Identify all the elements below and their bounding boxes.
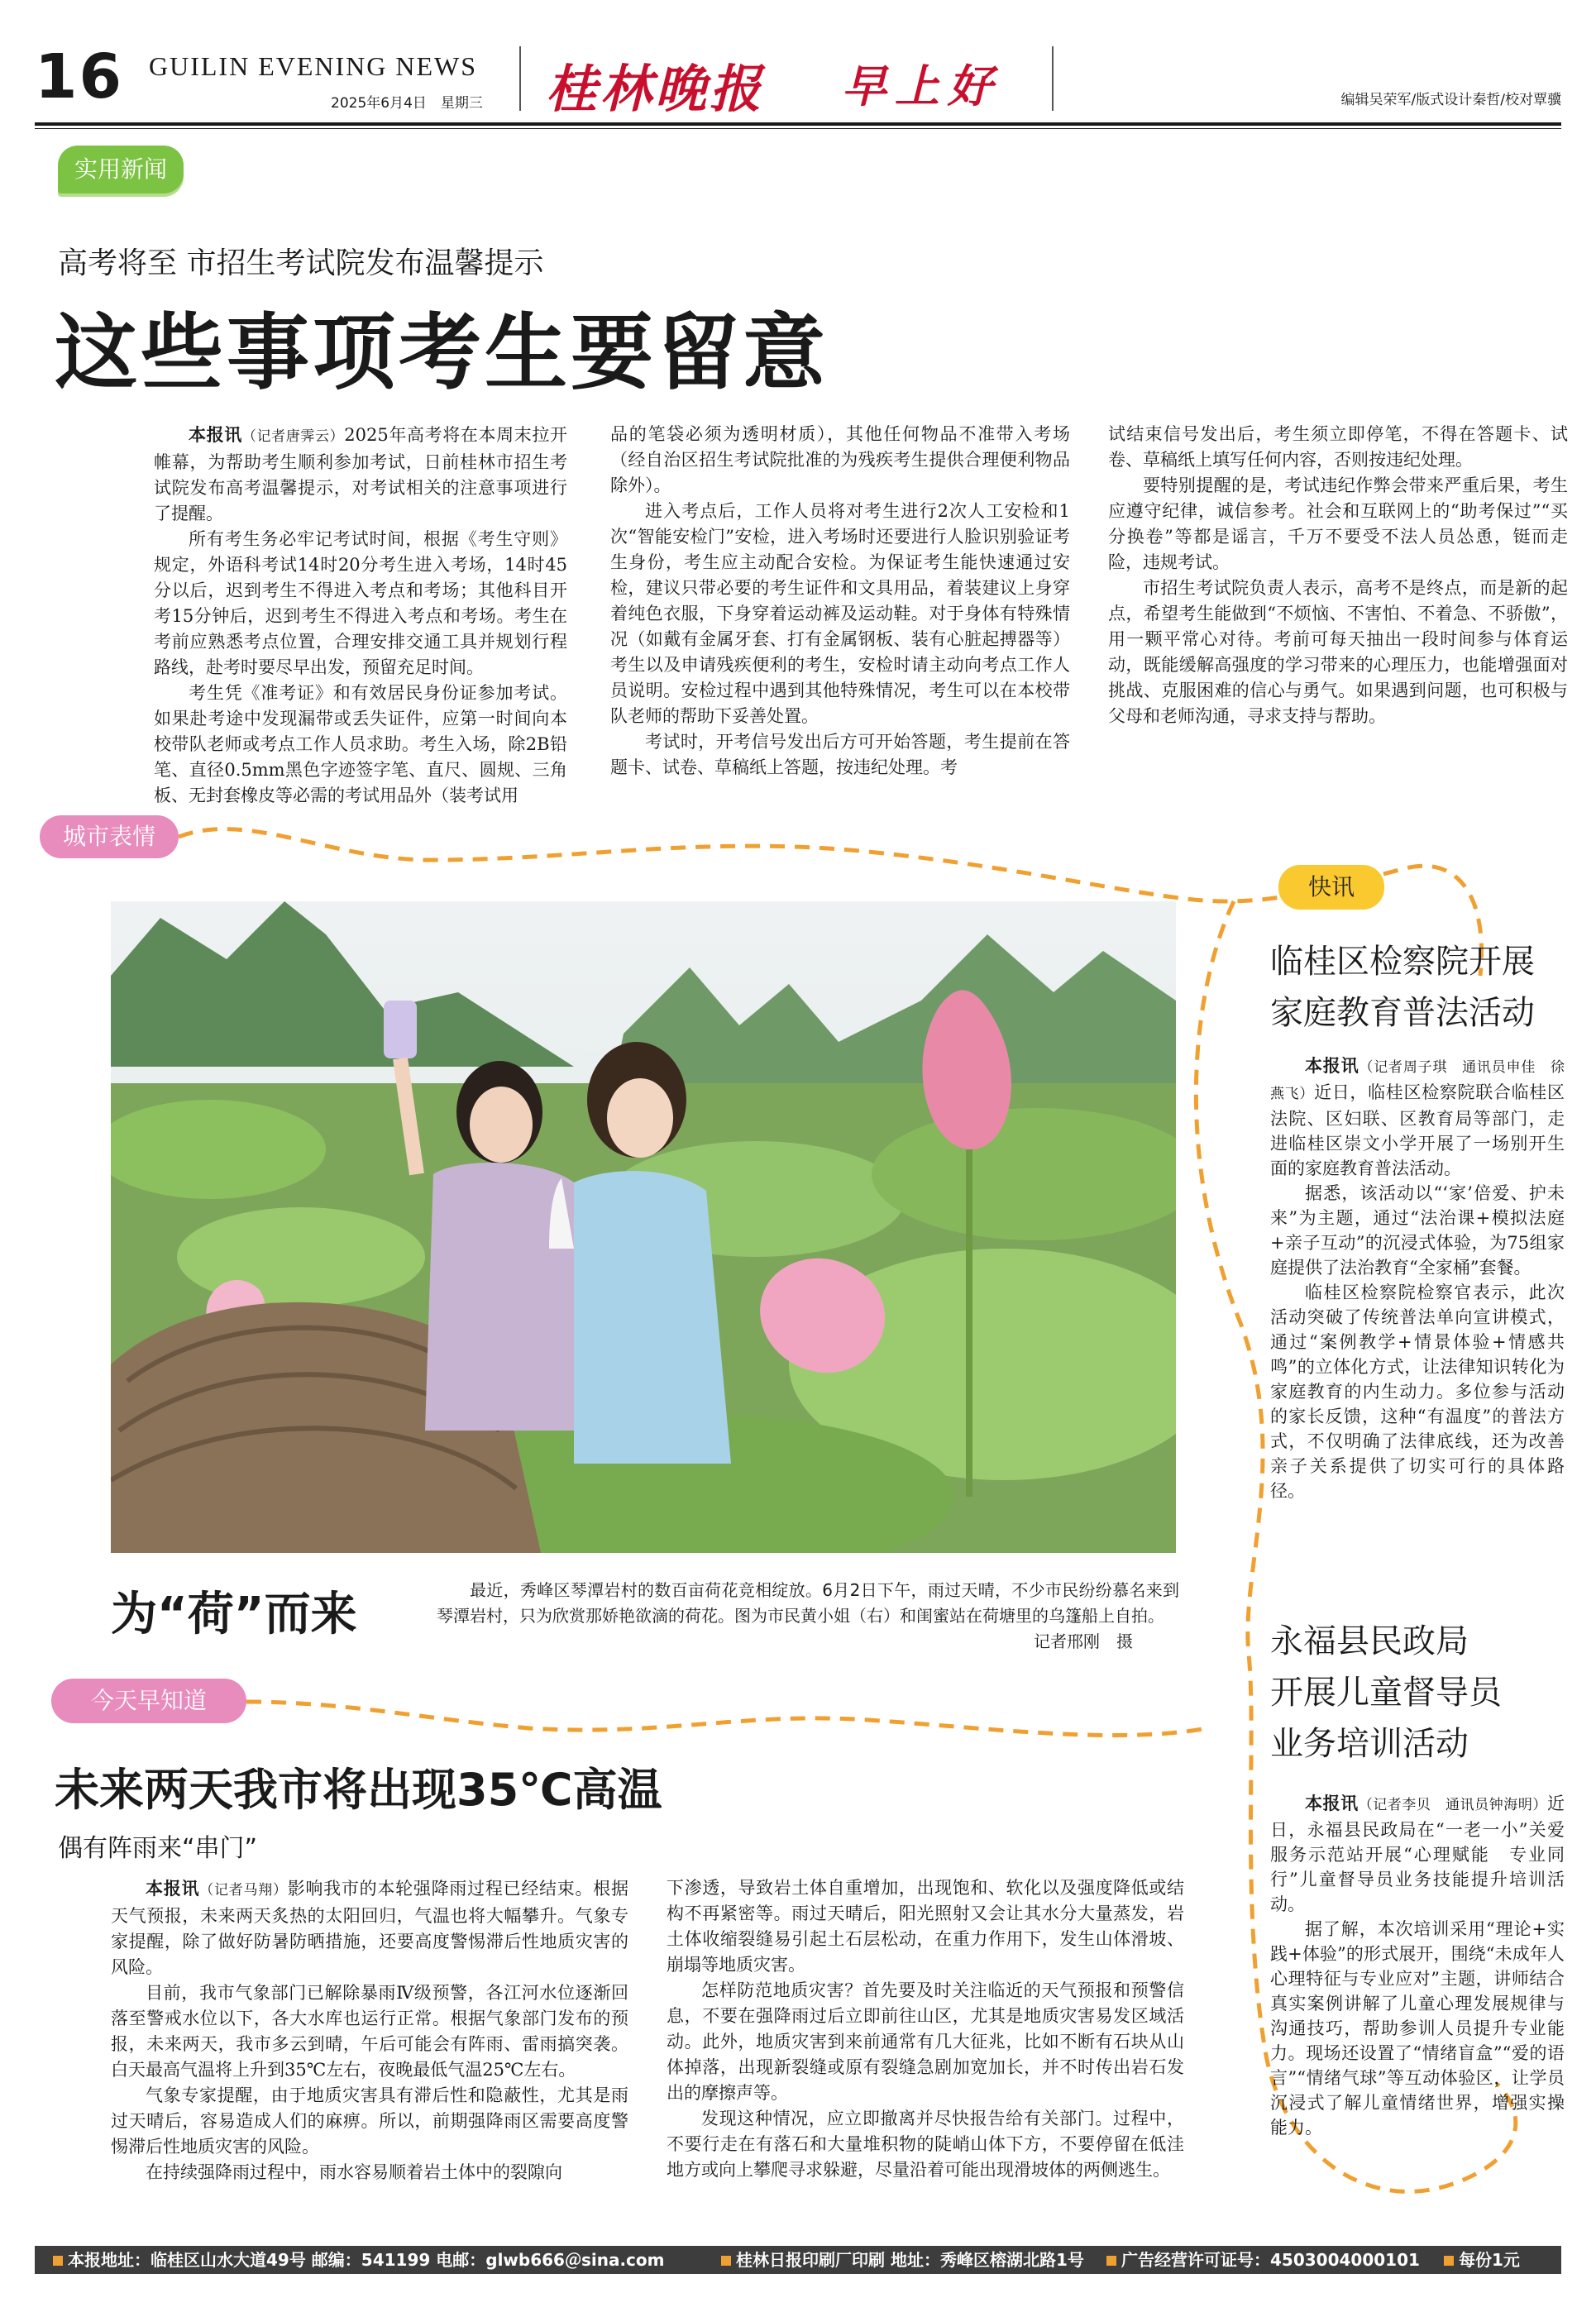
footer-license: 广告经营许可证号：4503004000101 — [1106, 2246, 1420, 2274]
paragraph: 影响我市的本轮强降雨过程已经结束。根据天气预报，未来两天炙热的太阳回归，气温也将大幅攀升。气象专家提醒，除了做好防暑防晒措施，还要高度警惕滞后性地质灾害的风险。 — [111, 1879, 629, 1977]
headline-line: 业务培训活动 — [1270, 1725, 1469, 1763]
dateline: 本报讯 — [1305, 1055, 1359, 1076]
headline-line: 永福县民政局 — [1270, 1622, 1469, 1660]
bullet-icon — [53, 2256, 63, 2266]
byline: （记者马翔） — [199, 1882, 288, 1899]
footer-printer: 桂林日报印刷厂印刷 地址：秀峰区榕湖北路1号 — [721, 2246, 1084, 2274]
paragraph: 要特别提醒的是，考试违纪作弊会带来严重后果，考生应遵守纪律，诚信参考。社会和互联网上的“助考保过”“买分换卷”等都是谣言，千万不要受不法人员怂恿，铤而走险，违规考试。 — [1108, 475, 1568, 572]
byline: （记者唐霁云） — [241, 428, 345, 445]
footer-address: 本报地址：临桂区山水大道49号 邮编：541199 电邮：glwb666＠sina.com — [53, 2246, 665, 2274]
dateline: 本报讯 — [189, 424, 242, 445]
paragraph: 品的笔袋必须为透明材质），其他任何物品不准带入考场（经自治区招生考试院批准的为残疾考生提供合理便利物品除外）。 — [610, 424, 1070, 495]
lotus-selfie-photo — [111, 901, 1176, 1553]
paragraph: 气象专家提醒，由于地质灾害具有滞后性和隐蔽性，尤其是雨过天晴后，容易造成人们的麻痹。所以，前期强降雨区需要高度警惕滞后性地质灾害的风险。 — [111, 2085, 628, 2157]
paragraph: 考试时，开考信号发出后方可开始答题，考生提前在答题卡、试卷、草稿纸上答题，按违纪处理。考 — [610, 732, 1070, 777]
caption-text: 最近，秀峰区琴潭岩村的数百亩荷花竞相绽放。6月2日下午，雨过天晴，不少市民纷纷慕名来到琴潭岩村，只为欣赏那娇艳欲滴的荷花。图为市民黄小姐（右）和闺蜜站在荷塘里的乌篷船上自拍。 — [437, 1580, 1179, 1626]
paragraph: 在持续强降雨过程中，雨水容易顺着岩土体中的裂隙向 — [146, 2162, 562, 2182]
photo-story-title: 为“荷”而来 — [111, 1588, 357, 1641]
editors-credit: 编辑吴荣军/版式设计秦哲/校对覃骥 — [1340, 92, 1561, 108]
paragraph: 近日，临桂区检察院联合临桂区法院、区妇联、区教育局等部门，走进临桂区崇文小学开展了一场别开生面的家庭教育普法活动。 — [1270, 1082, 1565, 1178]
paragraph: 近日，永福县民政局在“一老一小”关爱服务示范站开展“心理赋能 专业同行”儿童督导员业务技能提升培训活动。 — [1270, 1794, 1565, 1914]
paragraph: 考生凭《准考证》和有效居民身份证参加考试。如果赴考途中发现漏带或丢失证件，应第一时间向本校带队老师或考点工作人员求助。考生入场，除2B铅笔、直径0.5mm黑色字迹签字笔、直尺、圆规、三角板、无封套橡皮等必需的考试用品外（装考试用 — [154, 683, 567, 805]
section-tag-news-brief: 快讯 — [1278, 865, 1384, 910]
paragraph: 发现这种情况，应立即撤离并尽快报告给有关部门。过程中，不要行走在有落石和大量堆积物的陡峭山体下方，不要停留在低洼地方或向上攀爬寻求躲避，尽量沿着可能出现滑坡体的两侧逃生。 — [667, 2109, 1184, 2180]
article-kicker: 高考将至 市招生考试院发布温馨提示 — [58, 246, 544, 280]
photo-caption — [437, 1578, 1179, 1655]
paragraph: 进入考点后，工作人员将对考生进行2次人工安检和1次“智能安检门”安检，进入考场时还要进行人脸识别验证考生身份，考生应主动配合安检。为保证考生能快速通过安检，建议只带必要的考生证件和文具用品，着装建议上身穿着纯色衣服，下身穿着运动裤及运动鞋。对于身体有特殊情况（如戴有金属牙套、打有金属钢板、装有心脏起搏器等）考生以及申请残疾便利的考生，安检时请主动向考点工作人员说明。安检过程中遇到其他特殊情况，考生可以在本校带队老师的帮助下妥善处置。 — [610, 501, 1070, 726]
issue-date: 2025年6月4日 星期三 — [331, 95, 483, 112]
paragraph: 所有考生务必牢记考试时间，根据《考生守则》规定，外语科考试14时20分考生进入考场，14时45分以后，迟到考生不得进入考点和考场；其他科目开考15分钟后，迟到考生不得进入考点和考场。考生在考前应熟悉考点位置，合理安排交通工具并规划行程路线，赴考时要尽早出发，预留充足时间。 — [154, 529, 567, 677]
paragraph: 临桂区检察院检察官表示，此次活动突破了传统普法单向宣讲模式，通过“案例教学+情景体验+情感共鸣”的立体化方式，让法律知识转化为家庭教育的内生动力。多位参与活动的家长反馈，这种“有温度”的普法方式，不仅明确了法律底线，还为改善亲子关系提供了切实可行的具体路径。 — [1270, 1283, 1565, 1501]
footer-bar — [35, 2246, 1561, 2274]
article-headline: 这些事项考生要留意 — [55, 304, 829, 401]
brief2-body — [1270, 1791, 1565, 2140]
page-number: 16 — [35, 41, 123, 112]
newspaper-title: 桂林晚报 — [546, 59, 765, 119]
brief2-headline — [1270, 1616, 1502, 1770]
english-masthead: GUILIN EVENING NEWS — [149, 51, 478, 81]
weather-column-1 — [111, 1875, 628, 2185]
brief1-body — [1270, 1053, 1565, 1503]
headline-line: 开展儿童督导员 — [1270, 1674, 1502, 1712]
section-title: 早上好 — [842, 60, 1001, 112]
bullet-icon — [721, 2256, 731, 2266]
paragraph: 试结束信号发出后，考生须立即停笔，不得在答题卡、试卷、草稿纸上填写任何内容，否则按违纪处理。 — [1108, 424, 1568, 470]
dateline: 本报讯 — [146, 1878, 200, 1899]
paragraph: 下渗透，导致岩土体自重增加，出现饱和、软化以及强度降低或结构不再紧密等。雨过天晴后，阳光照射又会让其水分大量蒸发，岩土体收缩裂缝易引起土石层松动，在重力作用下，发生山体滑坡、崩塌等地质灾害。 — [667, 1878, 1184, 1975]
weather-headline: 未来两天我市将出现35℃高温 — [55, 1764, 662, 1816]
section-tag-today-know: 今天早知道 — [51, 1679, 246, 1723]
paragraph: 据了解，本次培训采用“理论+实践+体验”的形式展开，围绕“未成年人心理特征与专业应对”主题，讲师结合真实案例讲解了儿童心理发展规律与沟通技巧，帮助参训人员提升专业能力。现场还设置了“情绪盲盒”“爱的语言”“情绪气球”等互动体验区，让学员沉浸式了解儿童情绪世界，增强实操能力。 — [1270, 1919, 1565, 2138]
paragraph: 目前，我市气象部门已解除暴雨Ⅳ级预警，各江河水位逐渐回落至警戒水位以下，各大水库也运行正常。根据气象部门发布的预报，未来两天，我市多云到晴，午后可能会有阵雨、雷雨搞突袭。白天最高气温将上升到35℃左右，夜晚最低气温25℃左右。 — [111, 1983, 628, 2080]
paragraph: 2025年高考将在本周末拉开帷幕，为帮助考生顺利参加考试，日前桂林市招生考试院发布高考温馨提示，对考试相关的注意事项进行了提醒。 — [154, 425, 568, 523]
section-tag-city-expression: 城市表情 — [40, 815, 179, 858]
headline-line: 家庭教育普法活动 — [1270, 994, 1535, 1032]
byline: （记者李贝 通讯员钟海明） — [1358, 1797, 1547, 1813]
paragraph: 市招生考试院负责人表示，高考不是终点，而是新的起点，希望考生能做到“不烦恼、不害怕、不着急、不骄傲”，用一颗平常心对待。考前可每天抽出一段时间参与体育运动，既能缓解高强度的学习带来的心理压力，也能增强面对挑战、克服困难的信心与勇气。如果遇到问题，也可积极与父母和老师沟通，寻求支持与帮助。 — [1108, 578, 1568, 726]
footer-price: 每份1元 — [1444, 2246, 1520, 2274]
dateline: 本报讯 — [1305, 1793, 1359, 1813]
byline: （记者周子琪 通讯员申佳 徐燕飞） — [1270, 1059, 1565, 1102]
photo-credit: 记者邢刚 摄 — [1034, 1631, 1133, 1651]
weather-subhead: 偶有阵雨来“串门” — [58, 1834, 258, 1863]
brief1-headline — [1270, 936, 1535, 1039]
bullet-icon — [1106, 2256, 1116, 2266]
bullet-icon — [1444, 2256, 1454, 2266]
paragraph: 怎样防范地质灾害？首先要及时关注临近的天气预报和预警信息，不要在强降雨过后立即前往山区，尤其是地质灾害易发区域活动。此外，地质灾害到来前通常有几大征兆，比如不断有石块从山体掉落，出现新裂缝或原有裂缝急剧加宽加长，并不时传出岩石发出的摩擦声等。 — [667, 1980, 1184, 2103]
headline-line: 临桂区检察院开展 — [1270, 943, 1535, 981]
paragraph: 据悉，该活动以“‘家’倍爱、护未来”为主题，通过“法治课+模拟法庭+亲子互动”的沉浸式体验，为75组家庭提供了法治教育“全家桶”套餐。 — [1270, 1183, 1565, 1278]
section-tag-practical-news: 实用新闻 — [58, 146, 184, 193]
weather-column-2 — [667, 1875, 1184, 2183]
